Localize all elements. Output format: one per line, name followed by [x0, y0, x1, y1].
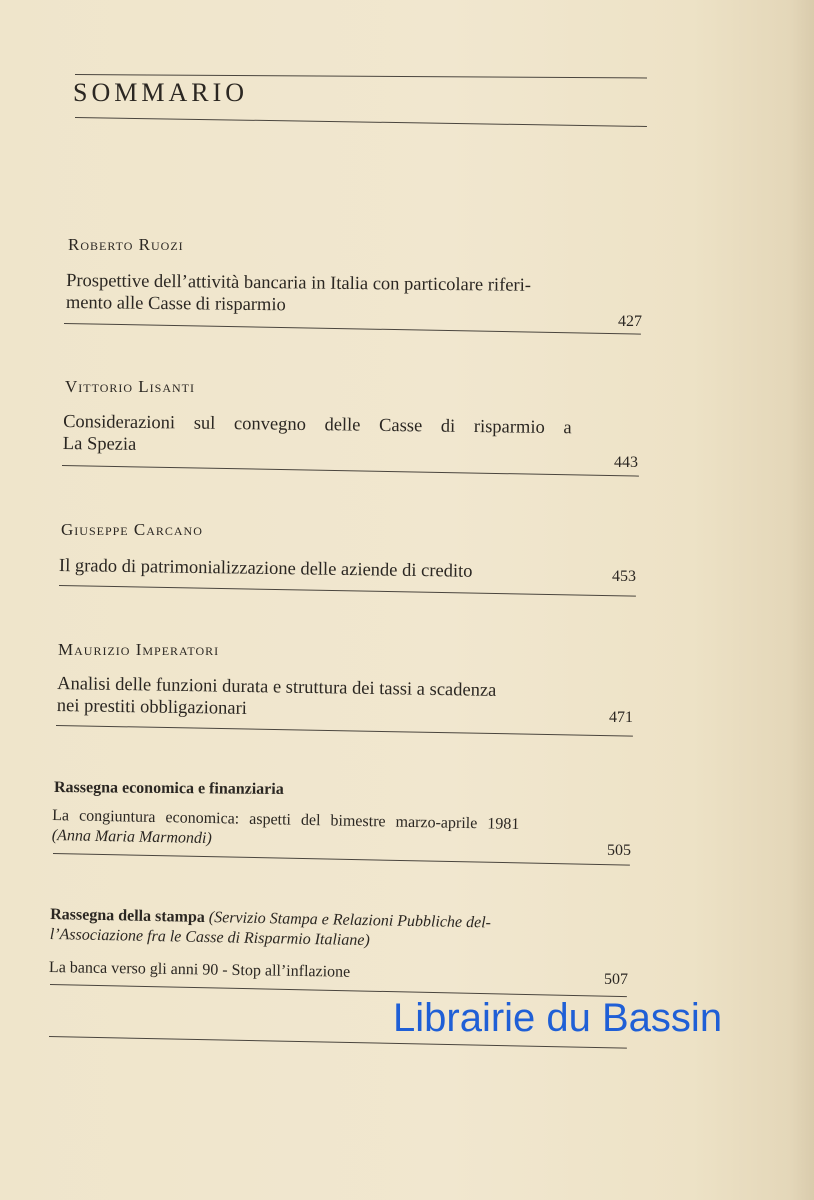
entry-divider [64, 323, 641, 335]
section-heading-block [50, 905, 611, 956]
entry-author: Maurizio Imperatori [58, 640, 220, 659]
entry-author: Roberto Ruozi [68, 235, 184, 254]
section-item-author: (Anna Maria Marmondi) [51, 826, 212, 848]
section-page-number: 505 [607, 842, 631, 859]
entry-title-line: Considerazioni sul convegno delle Casse di risparmio a [63, 412, 572, 439]
section-item [52, 806, 593, 856]
section-heading: Rassegna della stampa [50, 906, 206, 926]
entry-title [59, 555, 594, 584]
entry-title-line: nei prestiti obbligazionari [56, 695, 248, 719]
entry-divider [59, 585, 636, 597]
entry-page-number: 471 [609, 709, 633, 726]
entry-title-line: La Spezia [62, 433, 137, 455]
entry-page-number: 427 [618, 313, 642, 330]
entry-title [63, 411, 598, 462]
entry-author: Giuseppe Carcano [61, 520, 203, 539]
entry-page-number: 443 [614, 454, 638, 471]
entry-divider [62, 465, 639, 477]
entry-author: Vittorio Lisanti [65, 377, 196, 396]
entry-title-line: Analisi delle funzioni durata e struttura dei tassi a scadenza [57, 674, 497, 701]
entry-page-number: 453 [612, 568, 636, 585]
entry-title [66, 270, 601, 320]
page-title: SOMMARIO [73, 78, 249, 107]
entry-title-line: Prospettive dell’attività bancaria in Italia con particolare riferi- [66, 271, 532, 296]
section-source-line: l’Associazione fra le Casse di Risparmio Italiane) [49, 925, 370, 950]
section-page-number: 507 [604, 971, 628, 988]
entry-title-line: Il grado di patrimonializzazione delle aziende di credito [58, 556, 473, 582]
section-item-title: La banca verso gli anni 90 - Stop all’inflazione [48, 959, 351, 981]
entry-title-line: mento alle Casse di risparmio [65, 292, 286, 316]
watermark-logo: Librairie du Bassin [393, 996, 723, 1040]
section-source: (Servizio Stampa e Relazioni Pubbliche del- [208, 909, 492, 932]
section-heading: Rassegna economica e finanziaria [53, 779, 284, 799]
entry-divider [56, 725, 633, 737]
entry-title [57, 673, 593, 725]
section-item-title: La congiuntura economica: aspetti del bimestre marzo-aprile 1981 [52, 807, 520, 833]
header-rule-bottom [75, 117, 647, 127]
